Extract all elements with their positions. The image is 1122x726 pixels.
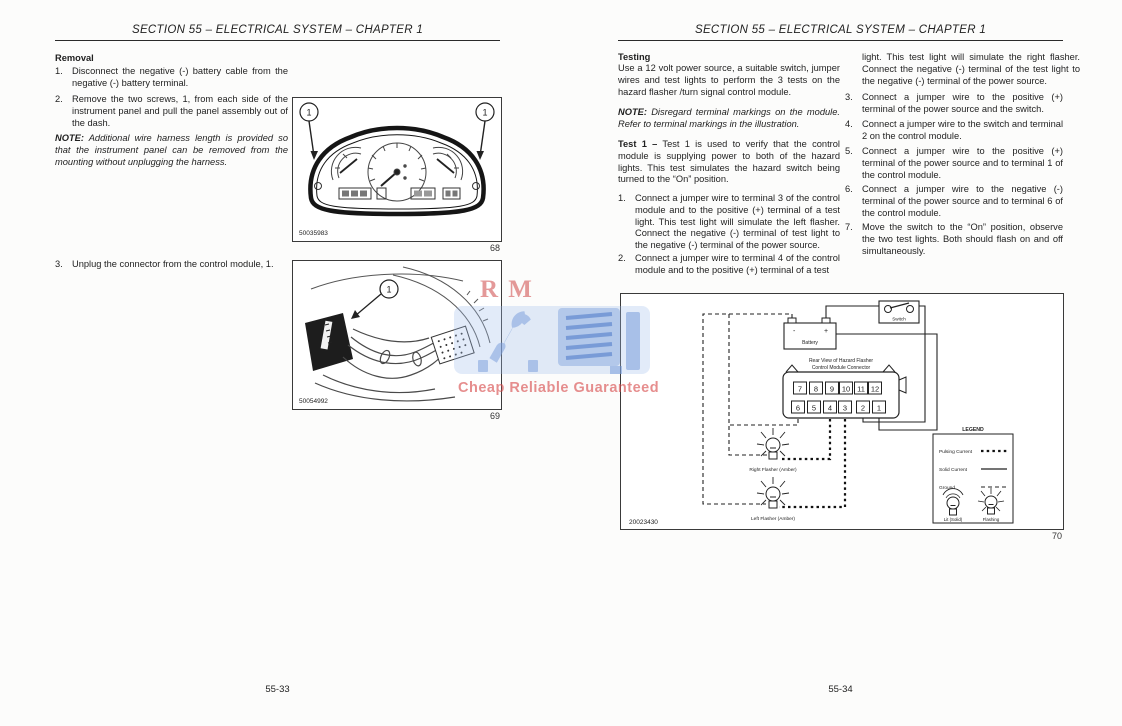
step-text: Connect a jumper wire to terminal 3 of the control module and to the positive (+) terminal of a test light. This test light will simulate the left flasher. Connect the negative (-) terminal of test light to the negative (-) terminal of the power source. xyxy=(635,193,840,251)
battery-label: Battery xyxy=(802,340,818,346)
removal-step-2 xyxy=(55,94,288,129)
harness-connector xyxy=(431,326,474,364)
switch xyxy=(879,301,919,323)
svg-text:10: 10 xyxy=(841,384,851,394)
svg-text:8: 8 xyxy=(813,384,819,394)
callout-1-right xyxy=(476,103,494,160)
step-text: Unplug the connector from the control module, 1. xyxy=(72,259,274,269)
testing-step-7 xyxy=(845,222,1063,257)
step-number: 3. xyxy=(845,92,853,102)
removal-heading: Removal xyxy=(55,53,94,63)
left-flasher-bulb xyxy=(751,477,795,522)
step-text: Remove the two screws, 1, from each side of the instrument panel and pull the panel assembly out of the dash. xyxy=(72,94,288,128)
battery xyxy=(784,318,836,349)
figure-70-number: 70 xyxy=(1051,531,1062,541)
left-header-rule xyxy=(55,40,500,41)
watermark-letters: R M xyxy=(480,276,534,303)
svg-text:1: 1 xyxy=(386,284,392,295)
left-page-number: 55-33 xyxy=(265,684,290,695)
legend-flashing-label: Flashing xyxy=(982,517,1000,522)
testing-step-1 xyxy=(618,193,840,252)
svg-text:12: 12 xyxy=(870,384,880,394)
right-page-number: 55-34 xyxy=(828,684,853,695)
svg-text:11: 11 xyxy=(857,384,865,394)
callout-1 xyxy=(351,280,398,319)
step-number: 6. xyxy=(845,184,853,194)
test1-label: Test 1 – xyxy=(618,139,658,149)
test1-paragraph xyxy=(618,139,840,186)
testing-intro: Use a 12 volt power source, a suitable switch, jumper wires and test lights to perform the 3 tests on the hazard flasher /turn signal control module. xyxy=(618,63,840,97)
photo-id: 20023430 xyxy=(629,519,658,526)
svg-text:2: 2 xyxy=(860,403,866,413)
testing-step-3 xyxy=(845,92,1063,116)
figure-69-number: 69 xyxy=(489,411,500,421)
svg-text:1: 1 xyxy=(306,107,312,118)
legend-title: LEGEND xyxy=(962,427,984,433)
switch-label: Switch xyxy=(892,316,906,322)
figure-68 xyxy=(292,97,502,242)
legend-solid-label: Solid Current xyxy=(939,468,967,473)
watermark-slogan: Cheap Reliable Guaranteed xyxy=(458,380,660,396)
svg-text:7: 7 xyxy=(797,384,803,394)
removal-step-3 xyxy=(55,259,288,271)
step-number: 2. xyxy=(55,94,63,104)
step-text: Connect a jumper wire to the positive (+) terminal of the power source and to terminal 1 of the control module. xyxy=(862,146,1063,180)
testing-step-6 xyxy=(845,184,1063,219)
step-text: Connect a jumper wire to the positive (+) terminal of the power source and the switch. xyxy=(862,92,1063,114)
step-number: 2. xyxy=(618,253,626,263)
test1-text: Test 1 is used to verify that the control module is supplying power to both of the hazard lights. This test simulates the hazard switch being turned to the “On” position. xyxy=(618,139,840,185)
right-flasher-bulb xyxy=(749,428,797,473)
photo-id: 50054992 xyxy=(299,398,328,405)
battery-negative: - xyxy=(793,328,796,335)
step-number: 4. xyxy=(845,119,853,129)
note-label: NOTE: xyxy=(55,133,84,143)
removal-step-1 xyxy=(55,66,288,90)
step-text: Disconnect the negative (-) battery cable from the negative (-) battery terminal. xyxy=(72,66,288,88)
step-number: 5. xyxy=(845,146,853,156)
svg-text:1: 1 xyxy=(876,403,882,413)
cluster-displays xyxy=(315,183,480,200)
testing-step-2-continuation: light. This test light will simulate the right flasher. Connect the negative (-) terminal of the test light to the negative (-) terminal of the power source. xyxy=(862,52,1080,86)
note-text: Additional wire harness length is provided so that the instrument panel can be removed from the mounting without unplugging the harness. xyxy=(55,133,288,167)
legend-lit-label: Lit (Solid) xyxy=(943,517,963,522)
callout-1-left xyxy=(300,103,318,160)
right-header-rule xyxy=(618,40,1063,41)
left-flasher-label: Left Flasher (Amber) xyxy=(751,517,795,522)
note-label: NOTE: xyxy=(618,107,647,117)
figure-70 xyxy=(620,293,1064,530)
pulsing-wires xyxy=(779,419,845,507)
figure-69 xyxy=(292,260,502,410)
figure-68-number: 68 xyxy=(489,243,500,253)
testing-step-5 xyxy=(845,146,1063,181)
left-page-header: SECTION 55 – ELECTRICAL SYSTEM – CHAPTER 1 xyxy=(131,24,424,36)
removal-note xyxy=(55,133,288,168)
testing-note xyxy=(618,107,840,131)
diagram-legend xyxy=(933,427,1013,523)
svg-text:9: 9 xyxy=(829,384,835,394)
step-number: 3. xyxy=(55,259,63,269)
control-module xyxy=(305,313,353,371)
connector-title-2: Control Module Connector xyxy=(811,365,871,371)
connector-title-1: Rear View of Hazard Flasher xyxy=(808,358,874,364)
step-text: Connect a jumper wire to terminal 4 of the control module and to the positive (+) terminal of a test xyxy=(635,253,840,275)
step-text: Connect a jumper wire to the switch and terminal 2 on the control module. xyxy=(862,119,1064,141)
testing-step-2 xyxy=(618,253,840,277)
control-module-drawing xyxy=(293,261,501,409)
terminals-top xyxy=(794,382,882,394)
legend-ground-label: Ground xyxy=(939,486,955,491)
step-number: 1. xyxy=(55,66,63,76)
wiring-diagram xyxy=(621,294,1063,529)
svg-text:3: 3 xyxy=(842,403,848,413)
right-flasher-label: Right Flasher (Amber) xyxy=(749,468,797,473)
step-text: Move the switch to the “On” position, observe the two test lights. Both should flash on and off simultaneously. xyxy=(862,222,1063,256)
svg-text:4: 4 xyxy=(827,403,833,413)
instrument-cluster-drawing xyxy=(293,98,501,241)
module-connector xyxy=(783,358,906,418)
testing-step-4 xyxy=(845,119,1063,143)
svg-text:1: 1 xyxy=(482,107,488,118)
battery-positive: + xyxy=(824,328,829,335)
photo-id: 50035983 xyxy=(299,230,328,237)
note-text: Disregard terminal markings on the module. Refer to terminal markings in the illustration. xyxy=(618,107,840,129)
svg-text:5: 5 xyxy=(811,403,817,413)
step-number: 7. xyxy=(845,222,853,232)
right-page-header: SECTION 55 – ELECTRICAL SYSTEM – CHAPTER 1 xyxy=(694,24,987,36)
svg-text:6: 6 xyxy=(795,403,801,413)
step-text: Connect a jumper wire to the negative (-) terminal of the power source and to terminal 6 of the control module. xyxy=(862,184,1063,218)
legend-pulsing-label: Pulsing Current xyxy=(939,450,973,455)
step-number: 1. xyxy=(618,193,626,203)
testing-heading: Testing xyxy=(618,52,651,62)
